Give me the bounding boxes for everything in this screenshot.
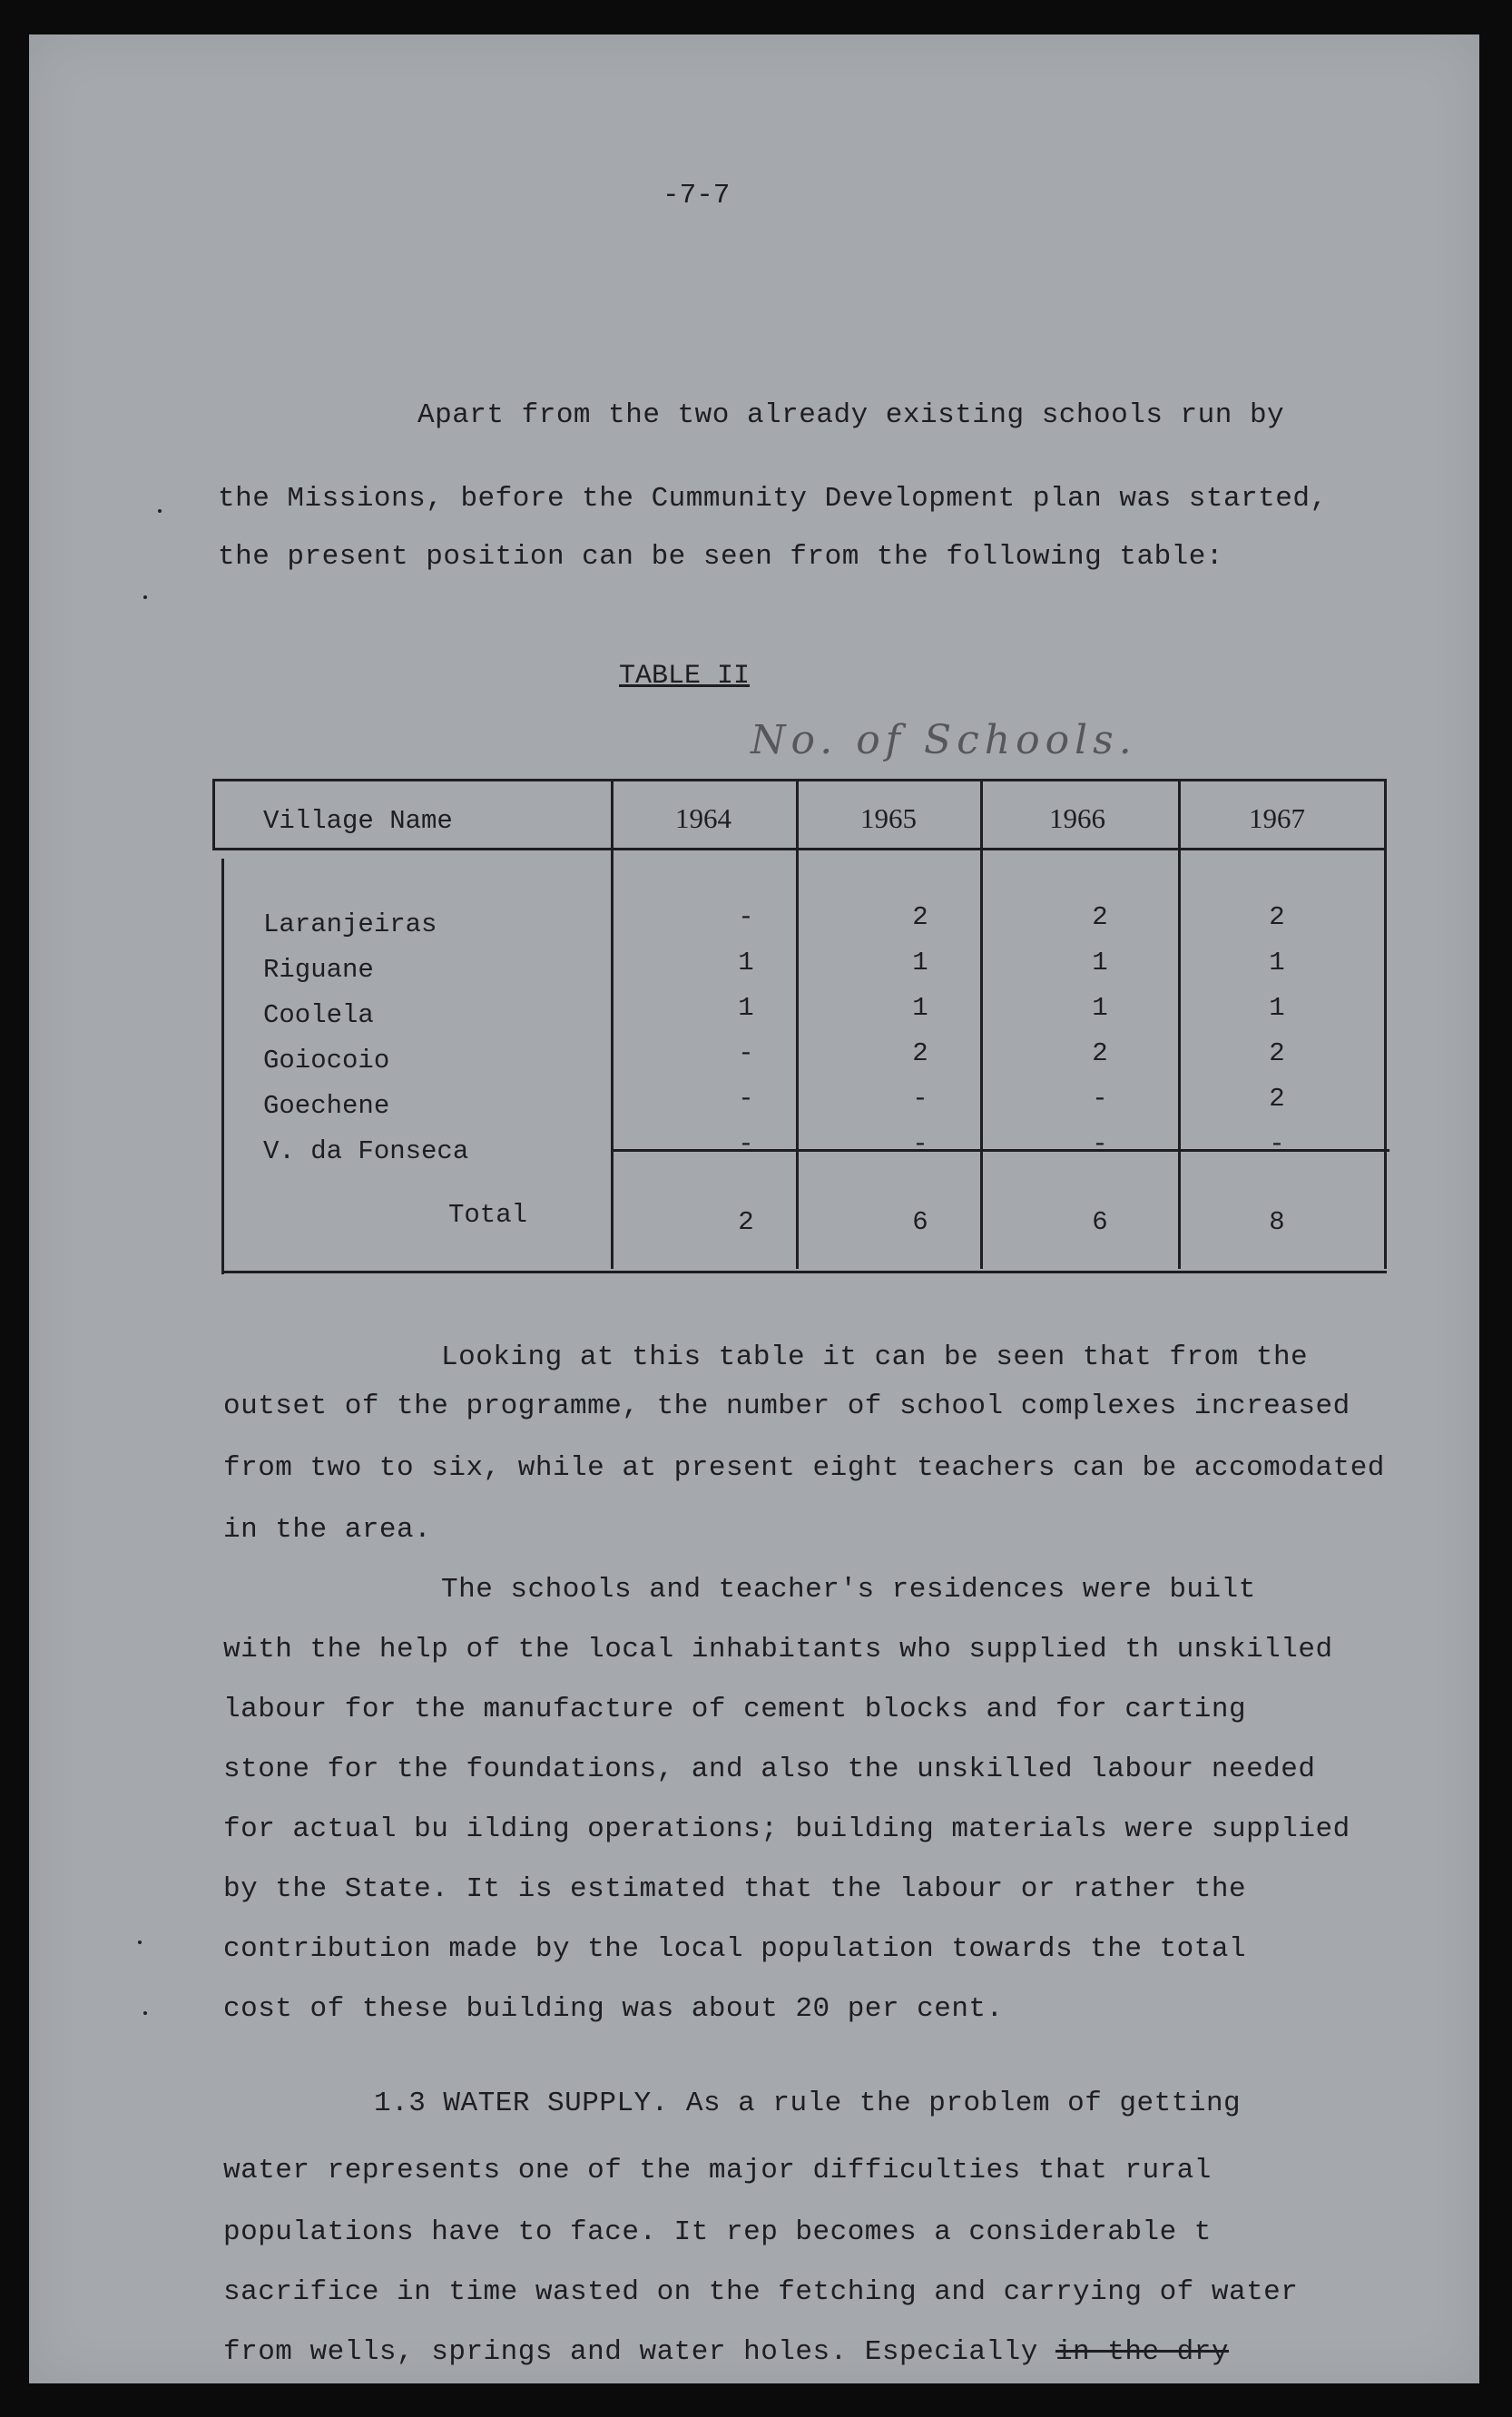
paragraph3-line-5: for actual bu ilding operations; building materials were supplied (223, 1813, 1350, 1845)
margin-dot (143, 595, 147, 599)
table-cell: 2 (912, 902, 928, 932)
intro-line-1: Apart from the two already existing schools run by (417, 399, 1285, 431)
table-cell: 2 (1269, 1038, 1285, 1068)
paragraph2-line-4: in the area. (223, 1514, 432, 1546)
paragraph3-line-8: cost of these building was about 20 per cent. (223, 1993, 1004, 2025)
table-cell: - (1092, 1084, 1108, 1114)
total-cell: 2 (738, 1207, 754, 1237)
table-cell: 1 (1092, 948, 1108, 978)
table-cell: 2 (1269, 902, 1285, 932)
margin-dot (143, 2011, 147, 2015)
table-rule (796, 779, 799, 1269)
table-cell: 2 (1092, 902, 1108, 932)
handwritten-note: No. of Schools. (751, 717, 1137, 763)
table-cell: 1 (912, 993, 928, 1023)
paragraph2-line-2: outset of the programme, the number of school complexes increased (223, 1390, 1350, 1422)
table-cell: 2 (1092, 1038, 1108, 1068)
table-cell: 2 (1269, 1084, 1285, 1114)
paragraph3-line-7: contribution made by the local population towards the total (223, 1933, 1247, 1965)
section-water-supply-line-2: water represents one of the major difficulties that rural (223, 2155, 1212, 2186)
column-header-year: 1967 (1249, 802, 1305, 834)
table-cell: 1 (738, 948, 754, 978)
section-water-supply-line-5 (223, 2336, 1229, 2368)
paragraph3-line-4: stone for the foundations, and also the unskilled labour needed (223, 1754, 1316, 1785)
intro-line-3: the present position can be seen from the following table: (218, 541, 1223, 573)
margin-dot (158, 509, 162, 513)
table-rule (980, 779, 983, 1269)
total-cell: 8 (1269, 1207, 1285, 1237)
village-name: Goechene (263, 1091, 390, 1121)
table-cell: 1 (912, 948, 928, 978)
column-header-year: 1964 (675, 802, 731, 834)
table-rule (212, 779, 1387, 781)
village-name: Coolela (263, 1000, 374, 1030)
section-water-supply-line-1: 1.3 WATER SUPPLY. As a rule the problem of getting (374, 2088, 1242, 2119)
village-name: Riguane (263, 955, 374, 985)
table-cell: 1 (1092, 993, 1108, 1023)
paragraph3-line-2: with the help of the local inhabitants who supplied th unskilled (223, 1634, 1333, 1665)
table-rule (221, 1271, 1387, 1273)
paragraph3-line-6: by the State. It is estimated that the labour or rather the (223, 1873, 1247, 1905)
table-title: TABLE II (619, 661, 751, 692)
margin-dot (138, 1940, 142, 1944)
document-page (29, 34, 1479, 2383)
table-cell: - (1269, 1129, 1285, 1159)
table-rule (212, 848, 1387, 850)
last-line-text: from wells, springs and water holes. Especially (223, 2336, 1055, 2368)
table-cell: - (738, 902, 754, 932)
village-name: Laranjeiras (263, 909, 437, 939)
section-water-supply-line-3: populations have to face. It rep becomes a considerable t (223, 2216, 1212, 2248)
village-name: V. da Fonseca (263, 1136, 469, 1166)
column-header-year: 1965 (860, 802, 917, 834)
column-header-village: Village Name (263, 806, 453, 836)
table-cell: - (1092, 1129, 1108, 1159)
total-cell: 6 (912, 1207, 928, 1237)
table-cell: 2 (912, 1038, 928, 1068)
table-cell: - (912, 1129, 928, 1159)
paragraph3-line-1: The schools and teacher's residences were built (441, 1574, 1256, 1606)
table-cell: - (738, 1038, 754, 1068)
paragraph3-line-3: labour for the manufacture of cement blocks and for carting (223, 1694, 1247, 1725)
village-name: Goiocoio (263, 1046, 390, 1076)
table-cell: 1 (1269, 993, 1285, 1023)
table-cell: 1 (1269, 948, 1285, 978)
paragraph2-line-1: Looking at this table it can be seen that from the (441, 1341, 1309, 1373)
table-rule (212, 779, 215, 850)
table-cell: - (912, 1084, 928, 1114)
table-cell: - (738, 1129, 754, 1159)
page-number: -7-7 (663, 180, 731, 211)
section-water-supply-line-4: sacrifice in time wasted on the fetching and carrying of water (223, 2276, 1299, 2308)
table-cell: 1 (738, 993, 754, 1023)
table-rule (611, 779, 614, 1269)
total-cell: 6 (1092, 1207, 1108, 1237)
table-cell: - (738, 1084, 754, 1114)
total-label: Total (448, 1200, 528, 1230)
table-rule (1384, 779, 1387, 1269)
table-rule (1178, 779, 1181, 1269)
intro-line-2: the Missions, before the Cummunity Development plan was started, (218, 483, 1328, 515)
paragraph2-line-3: from two to six, while at present eight teachers can be accomodated (223, 1452, 1385, 1484)
table-rule (221, 859, 224, 1274)
column-header-year: 1966 (1049, 802, 1105, 834)
struck-text: in the dry (1055, 2336, 1229, 2368)
